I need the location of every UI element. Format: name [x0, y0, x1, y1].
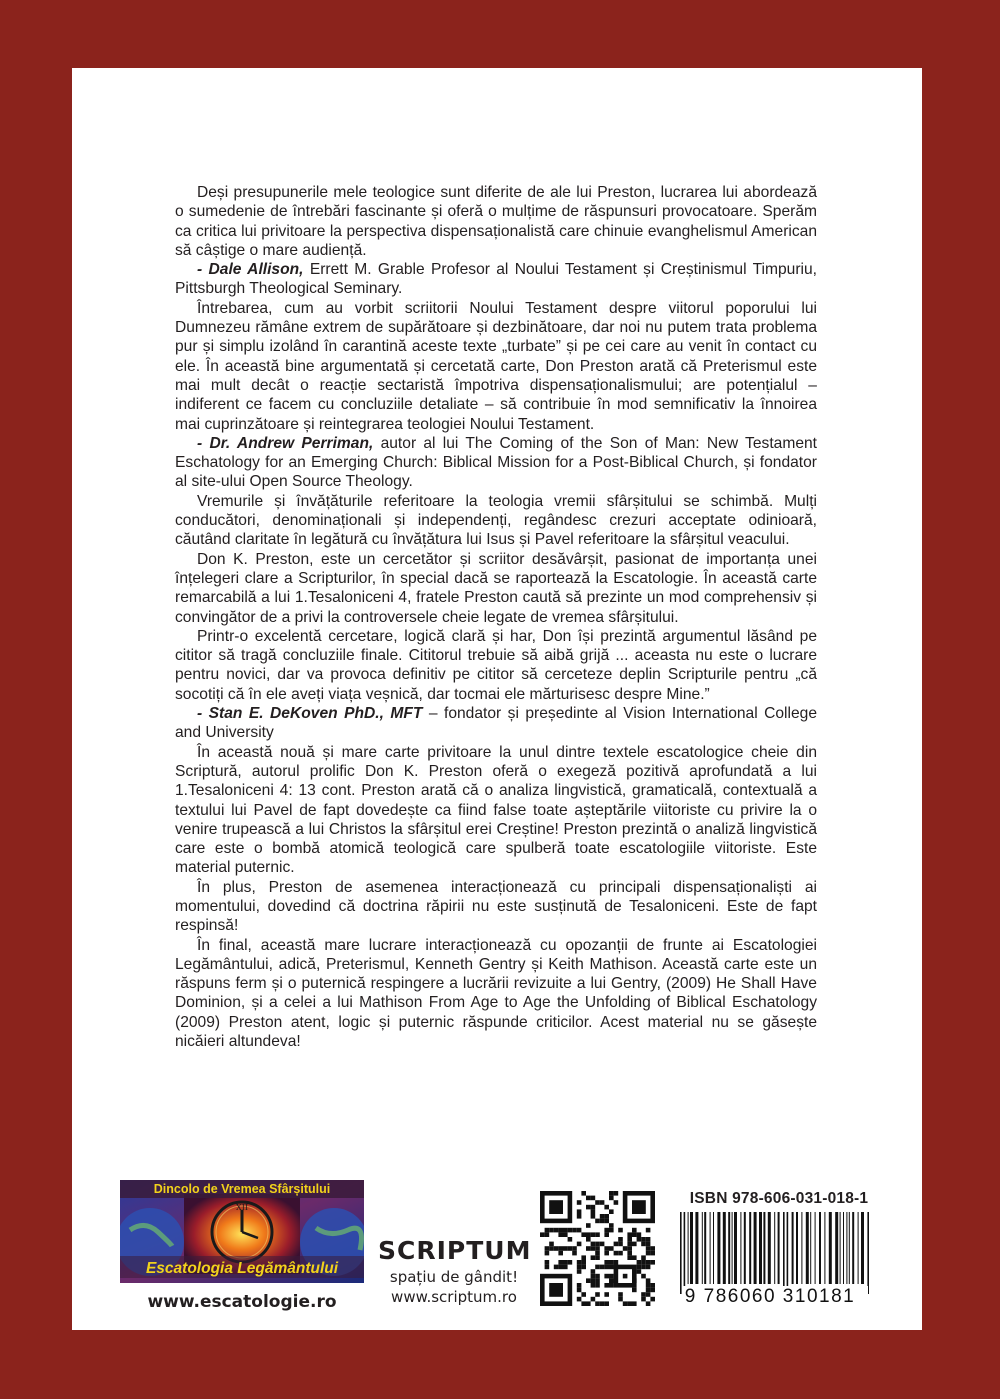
series-title-bottom: Escatologia Legământului [145, 1260, 339, 1277]
barcode-digits: 9 786060 310181 [684, 1286, 856, 1304]
endorsement-paragraph: Deși presupunerile mele teologice sunt diferite de ale lui Preston, lucrarea lui abordează o sumedenie de întrebări fascinante și oferă o mulțime de răspunsuri provocatoare. Sperăm ca critica lui privitoare la perspectiva dispensaționalistă care chinuie evanghelismul American să câștige o mare audiență. [175, 184, 817, 259]
series-logo [120, 1180, 364, 1283]
qr-code-icon[interactable] [540, 1191, 655, 1306]
endorser-name: - Dr. Andrew Perriman, [197, 434, 374, 452]
svg-text:XII: XII [236, 1203, 249, 1212]
publisher-name: SCRIPTUM [378, 1236, 532, 1265]
series-title-top: Dincolo de Vremea Sfârșitului [153, 1182, 331, 1196]
publisher-block [378, 1237, 530, 1307]
endorser-name: - Dale Allison, [197, 261, 304, 279]
endorsement-paragraph: Printr-o excelentă cercetare, logică clară și har, Don își prezintă argumentul lăsând pe cititor să tragă concluziile finale. Cititorul trebuie să aibă grijă ... aceasta nu este o lucrare pentru novici, dar va provoca definitiv pe cititor să cerceteze deplin Scripturile pentru „că socotiți că în ele aveți viața veșnică, dar tocmai ele mărturisesc despre Mine.” [175, 627, 817, 703]
endorsement-paragraph: În plus, Preston de asemenea interacționează cu principali dispensaționaliști ai momentului, dovedind că doctrina răpirii nu este susținută de Tesaloniceni. Este de fapt respinsă! [175, 878, 817, 935]
endorsement-attribution [175, 704, 817, 743]
endorser-credentials: Errett M. Grable Profesor al Noului Testament și Creștinismul Timpuriu, Pittsburgh Theological Seminary. [175, 261, 817, 298]
endorsement-paragraph: În această nouă și mare carte privitoare la unul dintre textele escatologice cheie din Scriptură, autorul prolific Don K. Preston oferă o exegeză pozitivă aprofundată a lui 1.Tesaloniceni 4: 13 cont. Preston arată că o analiza lingvistică, gramaticală, contextuală a textului lui Pavel de fapt dovedește ca fiind false toate așteptările viitoriste cu privire la o venire trupească a lui Christos la sfârșitul erei Creștine! Preston prezintă o analiză lingvistică care este o bombă atomică teologică care spulberă toate escatologiile viitoriste. Este material puternic. [175, 743, 817, 877]
cover-footer [72, 1178, 922, 1330]
endorser-credentials: autor al lui The Coming of the Son of Man: New Testament Eschatology for an Emerging Church: Biblical Mission for a Post-Biblical Church, și fondator al site-ului Open Source Theology. [175, 434, 817, 491]
endorsement-paragraph: În final, această mare lucrare interacționează cu opozanții de frunte ai Escatologiei Legământului, adică, Preterismul, Kenneth Gentry și Keith Mathison. Această carte este un răspuns ferm și o puternică respingere a lucrării revizuite a lui Gentry, (2009) He Shall Have Dominion, și a celei a lui Mathison From Age to Age the Unfolding of Biblical Eschatology (2009) Preston atent, logic și puternic răspunde criticilor. Acest material nu se găsește nicăieri altundeva! [175, 936, 817, 1051]
publisher-website-link[interactable]: www.scriptum.ro [391, 1288, 517, 1306]
isbn-label: ISBN 978-606-031-018-1 [689, 1190, 869, 1207]
endorsements-text [175, 183, 817, 1051]
publisher-tagline: spațiu de gândit! [389, 1268, 519, 1286]
endorsement-paragraph: Întrebarea, cum au vorbit scriitorii Noului Testament despre viitorul poporului lui Dumnezeu rămâne extrem de supărătoare și dezbinătoare, dar noi nu putem trata problema pur și simplu izolând în carantină aceste texte „turbate” și pe cei care au venit în contact cu ele. În această bine argumentată și cercetată carte, Don Preston arată că Preterismul este mai mult decât o reacție sectaristă împotriva dispensaționalismului; are potențialul – indiferent ce facem cu concluziile detaliate – să contribuie în mod semnificativ la înnoirea mai cuprinzătoare și reintegrarea teologiei Noului Testament. [175, 299, 817, 433]
endorsement-paragraph: Don K. Preston, este un cercetător și scriitor desăvârșit, pasionat de importanța unei înțelegeri clare a Scripturilor, în special dacă se raportează la Escatologie. În această carte remarcabilă a lui 1.Tesaloniceni 4, fratele Preston caută să prezinte un mod comprehensiv și convingător de a privi la controversele cheie legate de vremea sfârșitului. [175, 550, 817, 626]
endorsement-paragraph: Vremurile și învățăturile referitoare la teologia vremii sfârșitului se schimbă. Mulți conducători, denominaționali și independenți, regândesc crezuri acceptate odinioară, căutând claritate în legătură cu învățătura lui Isus și Pavel referitoare la sfârșitul veacului. [175, 492, 817, 549]
endorser-name: - Stan E. DeKoven PhD., MFT [197, 705, 423, 723]
barcode-icon [666, 1212, 874, 1304]
endorser-credentials: – fondator și președinte al Vision International College and University [175, 705, 818, 742]
endorsement-attribution [175, 434, 817, 492]
endorsement-attribution [175, 260, 817, 299]
back-cover-page [72, 68, 922, 1330]
series-website-link[interactable]: www.escatologie.ro [147, 1292, 337, 1312]
